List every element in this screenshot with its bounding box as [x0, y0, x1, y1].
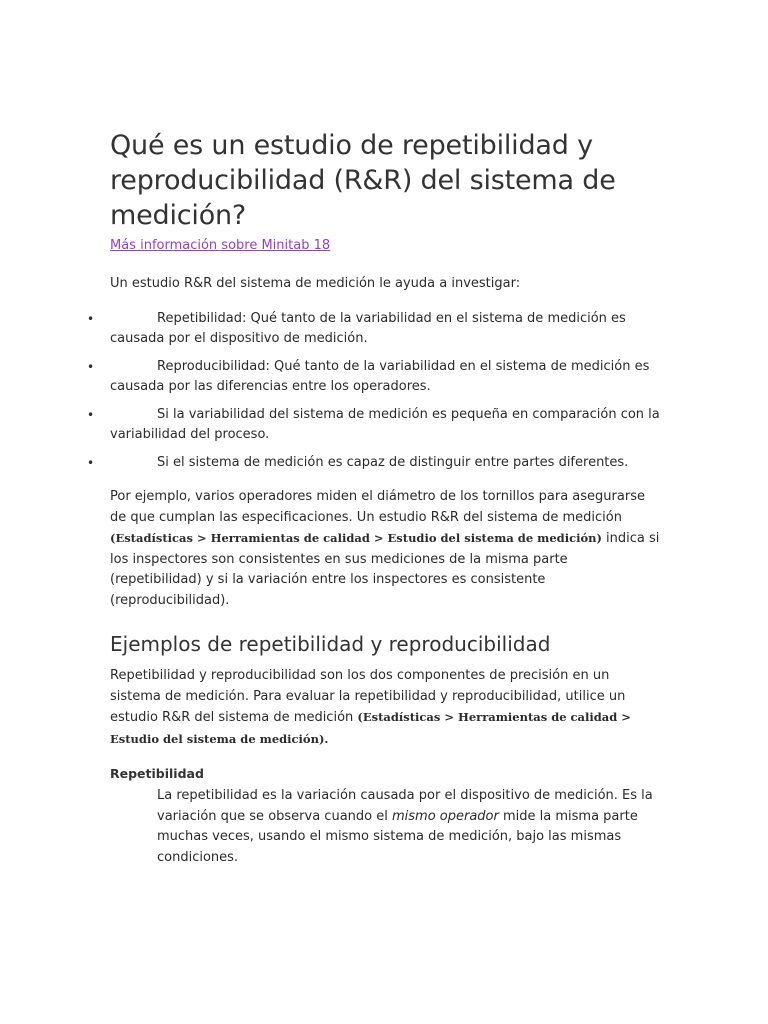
menu-path: (Estadísticas > Herramientas de calidad > Estudio del sistema de medición) [110, 531, 602, 545]
section-text: Repetibilidad y reproducibilidad son los dos componentes de precisión en un sistema de medición. Para evaluar la repetibilidad y reproducibilidad, utilice un estudio R&R del sistema de medición [110, 668, 626, 725]
document-page [87, 128, 660, 868]
definition-paragraph [157, 786, 660, 868]
list-item [87, 453, 660, 474]
example-text-start: Por ejemplo, varios operadores miden el diámetro de los tornillos para asegurarse de que cumplan las especificaciones. Un estudio R&R del sistema de medición [110, 489, 645, 525]
menu-path: (Estadísticas > Herramientas de calidad > Estudio del sistema de medición). [110, 710, 631, 746]
list-item [87, 405, 660, 446]
more-info-link[interactable]: Más información sobre Minitab 18 [110, 238, 331, 253]
section-heading: Ejemplos de repetibilidad y reproducibilidad [110, 632, 551, 656]
list-item [87, 309, 660, 350]
list-item [87, 357, 660, 398]
bullet-icon: • [87, 311, 95, 326]
list-item-text: Si la variabilidad del sistema de medición es pequeña en comparación con la variabilidad del proceso. [110, 406, 660, 442]
list-item-text: Repetibilidad: Qué tanto de la variabilidad en el sistema de medición es causada por el dispositivo de medición. [110, 310, 626, 346]
bullet-icon: • [87, 359, 95, 374]
bullet-icon: • [87, 407, 95, 422]
intro-paragraph: Un estudio R&R del sistema de medición le ayuda a investigar: [110, 276, 521, 291]
subheading: Repetibilidad [110, 766, 204, 781]
bullet-list [87, 309, 660, 474]
bullet-icon: • [87, 455, 95, 470]
section-paragraph [110, 666, 660, 750]
list-item-text: Reproducibilidad: Qué tanto de la variabilidad en el sistema de medición es causada por las diferencias entre los operadores. [110, 358, 650, 394]
definition-text-start: La repetibilidad es la variación causada por el dispositivo de medición. Es la variación que se observa cuando el [157, 788, 653, 824]
list-item-text: Si el sistema de medición es capaz de distinguir entre partes diferentes. [157, 454, 629, 470]
definition-text-end: mide la misma parte muchas veces, usando el mismo sistema de medición, bajo las mismas condiciones. [157, 808, 638, 865]
example-text-end: indica si los inspectores son consistentes en sus mediciones de la misma parte (repetibilidad) y si la variación entre los inspectores es consistente (reproducibilidad). [110, 531, 660, 608]
page-title: Qué es un estudio de repetibilidad y reproducibilidad (R&R) del sistema de medición? [110, 130, 616, 231]
definition-emphasis: mismo operador [391, 808, 499, 824]
example-paragraph [110, 487, 660, 611]
